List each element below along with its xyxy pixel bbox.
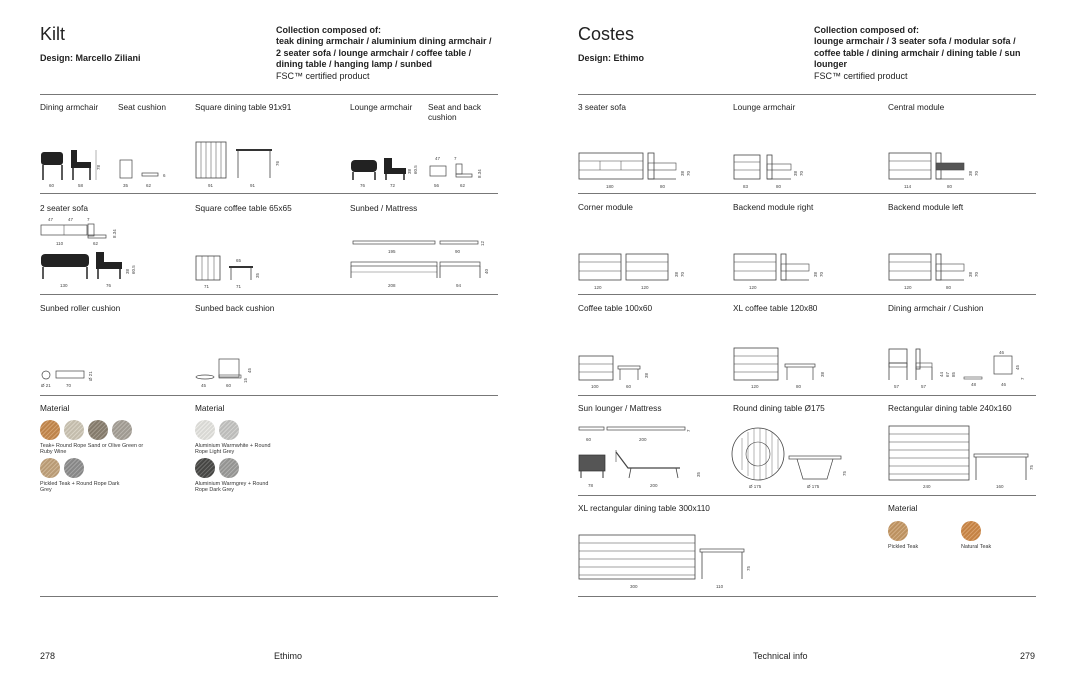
dim-label: 38 [793,170,798,176]
swatch-rope-ruby [112,420,132,440]
row-divider [578,193,1036,194]
xl-coffee-table-drawing [731,344,841,392]
swatch-rope-olive [88,420,108,440]
dim-label: 47 [68,217,74,222]
dim-label: 70 [680,271,685,277]
two-seater-sofa-drawing [38,214,148,292]
right-page [538,0,1076,700]
dim-label: Ø 21 [41,383,51,388]
coffee-table-drawing [576,352,666,392]
dim-label: 60.5 [131,265,136,274]
dining-armchair-drawing [38,140,188,190]
backend-module-left-drawing [886,249,996,293]
dim-label: 120 [594,285,602,290]
swatch-rope-light-grey [219,420,239,440]
dim-label: 80 [946,285,952,290]
label-sunbed-back-cushion: Sunbed back cushion [195,303,275,313]
dim-label: 56 [434,183,440,188]
dim-label: 7 [1020,377,1025,380]
swatch-aluminium-warmgrey [195,458,215,478]
dim-label: 70 [799,170,804,176]
dim-label: 7 [87,217,90,222]
dim-label: 60.5 [413,165,418,174]
dim-label: 57 [894,384,900,389]
row-divider [40,596,498,597]
dim-label: 60 [226,383,232,388]
sunbed-drawing [348,236,498,292]
label-sunbed-roller-cushion: Sunbed roller cushion [40,303,121,313]
dim-label: 78 [96,164,101,170]
rectangular-dining-table-drawing [886,424,1036,492]
dim-label: 46 [1001,382,1007,387]
dim-label: 57 [921,384,927,389]
dim-label: 80 [947,184,953,189]
swatch-aluminium-warmwhite [195,420,215,440]
label-lounge-armchair: Lounge armchair [733,102,796,112]
backend-module-right-drawing [731,249,841,293]
dim-label: 80 [796,384,802,389]
swatch-teak [40,420,60,440]
dim-label: 85 [951,371,956,377]
dim-label: 44 [939,371,944,377]
label-square-dining-table: Square dining table 91x91 [195,102,292,112]
dim-label: 48 [971,382,977,387]
dim-label: 38 [820,371,825,377]
fsc-note: FSC™ certified product [814,70,908,81]
dim-label: 90 [455,249,461,254]
material-caption: Teak+ Round Rope Sand or Olive Green or Ruby Wine [40,443,144,456]
dim-label: 45 [201,383,207,388]
round-dining-table-drawing [731,424,851,492]
dim-label: 300 [630,584,638,589]
dim-label: 76 [106,283,112,288]
dim-label: 12 [480,240,485,246]
dim-label: 71 [236,284,242,289]
label-sun-lounger: Sun lounger / Mattress [578,403,662,413]
material-caption: Aluminium Warmwhite + Round Rope Light Grey [195,443,271,456]
dim-label: 67 [945,371,950,377]
dim-label: 38 [813,271,818,277]
dim-label: 70 [66,383,72,388]
dim-label: 7 [454,156,457,161]
dim-label: 100 [591,384,599,389]
collection-composition [814,25,1036,82]
row-divider [578,94,1036,95]
dim-label: 71 [204,284,210,289]
xl-rectangular-dining-table-drawing [576,533,756,593]
fsc-note: FSC™ certified product [276,70,370,81]
label-sunbed-mattress: Sunbed / Mattress [350,203,418,213]
row-divider [578,395,1036,396]
label-round-dining-table: Round dining table Ø175 [733,403,825,413]
label-xl-rectangular-dining-table: XL rectangular dining table 300x110 [578,503,710,513]
square-dining-table-drawing [193,140,293,190]
row-divider [578,596,1036,597]
lounge-armchair-drawing [731,148,821,192]
dim-label: 76 [275,160,280,166]
label-seat-back-cushion: Seat and back cushion [428,102,482,122]
composition-heading: Collection composed of: [814,25,920,35]
label-backend-module-right: Backend module right [733,202,814,212]
dim-label: 208 [388,283,396,288]
sunbed-back-cushion-drawing [193,355,263,391]
dim-label: 60 [586,437,592,442]
dim-label: 45 [247,367,252,373]
swatch-pickled-teak [888,521,908,541]
dim-label: 120 [751,384,759,389]
dim-label: 38 [968,170,973,176]
material-caption: Natural Teak [961,544,992,550]
dim-label: 110 [56,241,64,246]
footer-section: Technical info [753,651,808,661]
dim-label: 15 [243,377,248,383]
dim-label: 80 [776,184,782,189]
dim-label: 75 [842,470,847,476]
designer-credit: Design: Ethimo [578,53,645,63]
dining-armchair-drawing [886,344,1036,392]
dim-label: 65 [236,258,242,263]
material-caption: Pickled Teak [888,544,919,550]
square-coffee-table-drawing [193,252,273,292]
dim-label: 58 [78,183,84,188]
dim-label: Ø 175 [807,484,820,489]
dim-label: 75 [746,565,751,571]
dim-label: Ø 175 [749,484,762,489]
corner-module-drawing [576,249,716,293]
lounge-armchair-drawing [348,150,498,190]
dim-label: 38 [644,372,649,378]
dim-label: 94 [456,283,462,288]
dim-label: 80 [660,184,666,189]
dim-label: 8.34 [477,169,482,178]
swatch-rope-sand [64,420,84,440]
label-lounge-armchair: Lounge armchair [350,102,413,112]
label-material: Material [195,403,225,413]
row-divider [578,294,1036,295]
swatch-natural-teak [961,521,981,541]
dim-label: 70 [974,170,979,176]
dim-label: 62 [146,183,152,188]
three-seater-sofa-drawing [576,148,706,192]
swatch-pickled-teak [40,458,60,478]
dim-label: 45 [1015,364,1020,370]
row-divider [40,395,498,396]
label-backend-module-left: Backend module left [888,202,964,212]
dim-label: 120 [749,285,757,290]
central-module-drawing [886,148,996,192]
material-caption: Aluminium Warmgrey + Round Rope Dark Grey [195,481,269,494]
dim-label: 62 [460,183,466,188]
dim-label: 35 [123,183,129,188]
dim-label: 35 [696,471,701,477]
dim-label: 70 [819,271,824,277]
dim-label: 110 [716,584,724,589]
label-3-seater-sofa: 3 seater sofa [578,102,626,112]
dim-label: 46 [999,350,1005,355]
dim-label: 114 [904,184,912,189]
row-divider [578,495,1036,496]
label-dining-armchair: Dining armchair [40,102,99,112]
dim-label: 195 [388,249,396,254]
label-rectangular-dining-table: Rectangular dining table 240x160 [888,403,1012,413]
dim-label: 38 [680,170,685,176]
collection-title: Kilt [40,24,66,44]
page-number: 278 [40,651,56,661]
swatch-rope-dark-grey [219,458,239,478]
composition-list: lounge armchair / 3 seater sofa / modular sofa / coffee table / dining armchair / dining table / sun lounger [814,36,1021,70]
label-coffee-table: Coffee table 100x60 [578,303,653,313]
label-corner-module: Corner module [578,202,633,212]
dim-label: 78 [588,483,594,488]
dim-label: 40 [484,268,489,274]
swatch-rope-dark-grey [64,458,84,478]
row-divider [40,294,498,295]
dim-label: 60 [626,384,632,389]
material-caption: Pickled Teak + Round Rope Dark Grey [40,481,120,494]
dim-label: 38 [407,168,412,174]
sun-lounger-drawing [576,422,716,492]
label-material: Material [40,403,70,413]
label-central-module: Central module [888,102,945,112]
dim-label: 240 [923,484,931,489]
dim-label: 91 [250,183,256,188]
composition-list: teak dining armchair / aluminium dining armchair / 2 seater sofa / lounge armchair / coffee table / dining table / hanging lamp / sunbed [276,36,492,70]
label-2-seater-sofa: 2 seater sofa [40,203,88,213]
dim-label: 38 [674,271,679,277]
sunbed-roller-drawing [38,363,108,391]
dim-label: 120 [904,285,912,290]
dim-label: 47 [435,156,441,161]
dim-label: 200 [639,437,647,442]
label-xl-coffee-table: XL coffee table 120x80 [733,303,818,313]
dim-label: 130 [60,283,68,288]
composition-heading: Collection composed of: [276,25,382,35]
row-divider [40,193,498,194]
collection-composition [276,25,498,82]
collection-title: Costes [578,24,635,44]
footer-brand: Ethimo [274,651,303,661]
dim-label: 160 [996,484,1004,489]
dim-label: 200 [650,483,658,488]
dim-label: 72 [390,183,396,188]
label-dining-armchair-cushion: Dining armchair / Cushion [888,303,984,313]
dim-label: 35 [255,272,260,278]
dim-label: 76 [360,183,366,188]
label-square-coffee-table: Square coffee table 65x65 [195,203,292,213]
designer-credit: Design: Marcello Ziliani [40,53,141,63]
dim-label: 7 [686,429,691,432]
dim-label: 62 [93,241,99,246]
dim-label: 83 [743,184,749,189]
dim-label: Ø 21 [88,371,93,381]
dim-label: 180 [606,184,614,189]
dim-label: 47 [48,217,54,222]
row-divider [40,94,498,95]
dim-label: 38 [968,271,973,277]
dim-label: 6 [163,173,166,178]
dim-label: 60 [49,183,55,188]
dim-label: 120 [641,285,649,290]
label-material: Material [888,503,918,513]
label-seat-cushion: Seat cushion [118,102,166,112]
dim-label: 91 [208,183,214,188]
dim-label: 70 [974,271,979,277]
dim-label: 70 [686,170,691,176]
dim-label: 8.34 [112,229,117,238]
dim-label: 38 [125,268,130,274]
page-number: 279 [1020,651,1036,661]
dim-label: 75 [1029,464,1034,470]
